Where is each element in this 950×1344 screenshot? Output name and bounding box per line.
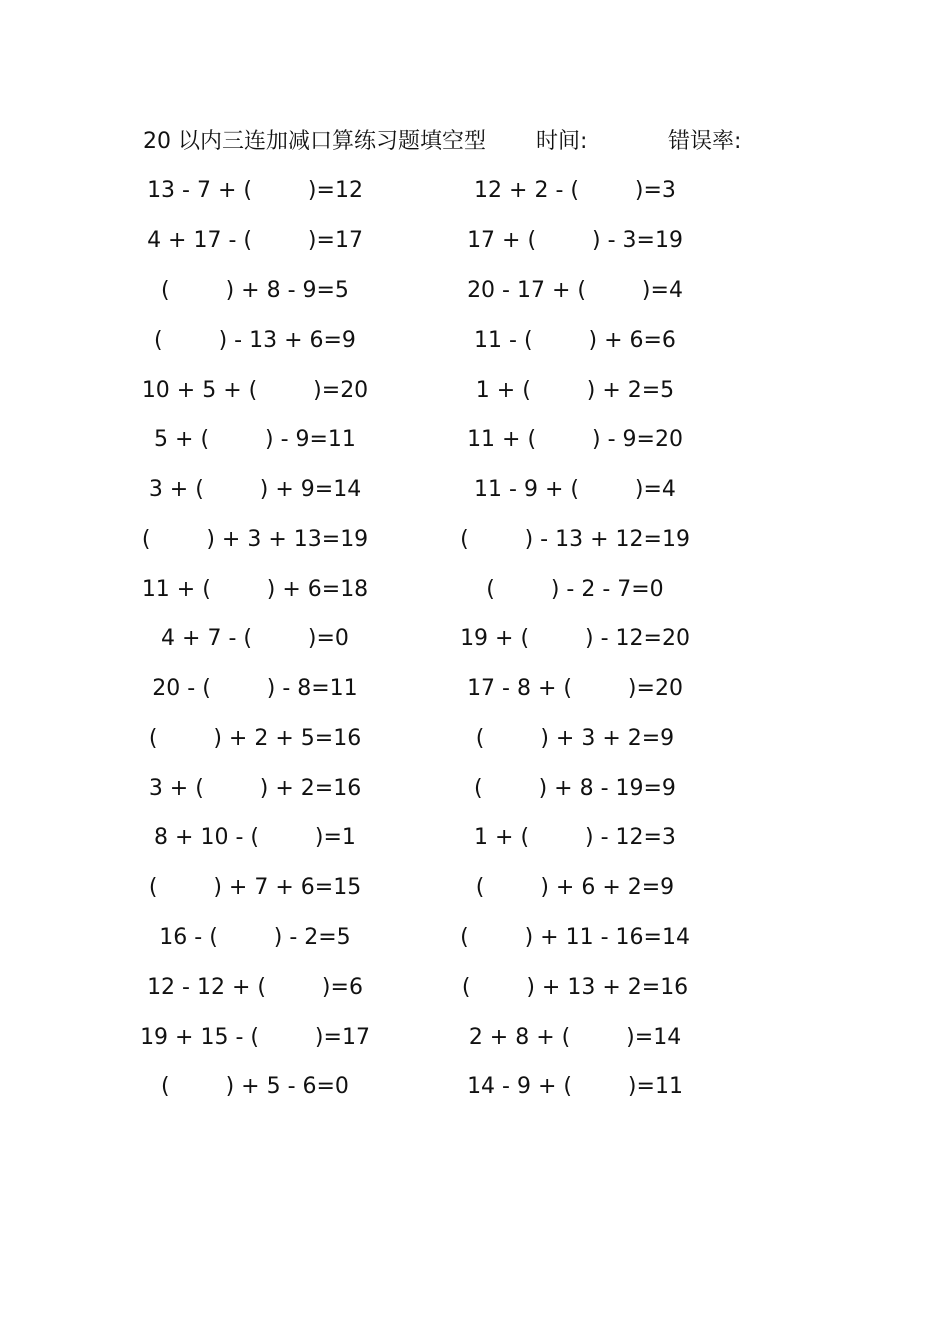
problem-left: 3 + ( ) + 2=16: [148, 776, 362, 801]
problem-row: [0, 1018, 950, 1058]
problem-row: [0, 669, 950, 709]
problem-right: 2 + 8 + ( )=14: [468, 1025, 682, 1050]
problem-row: [0, 420, 950, 460]
problem-left: 19 + 15 - ( )=17: [140, 1025, 370, 1050]
problem-right: 19 + ( ) - 12=20: [460, 626, 690, 651]
problem-row: [0, 470, 950, 510]
worksheet-header: [143, 124, 783, 160]
problem-row: [0, 868, 950, 908]
problem-right: ( ) + 8 - 19=9: [474, 776, 676, 801]
problem-row: [0, 769, 950, 809]
problem-left: 5 + ( ) - 9=11: [154, 427, 356, 452]
problem-left: 13 - 7 + ( )=12: [147, 178, 363, 203]
worksheet-title: 20 以内三连加减口算练习题填空型: [143, 129, 486, 154]
problem-left: ( ) + 3 + 13=19: [141, 527, 369, 552]
problem-row: [0, 171, 950, 211]
problem-right: 12 + 2 - ( )=3: [474, 178, 676, 203]
problem-right: 1 + ( ) - 12=3: [474, 825, 676, 850]
problem-row: [0, 520, 950, 560]
problem-right: 17 + ( ) - 3=19: [467, 228, 683, 253]
problem-left: 4 + 17 - ( )=17: [147, 228, 363, 253]
problem-left: 16 - ( ) - 2=5: [159, 925, 351, 950]
problem-row: [0, 619, 950, 659]
problem-left: 12 - 12 + ( )=6: [147, 975, 363, 1000]
problem-right: 11 - ( ) + 6=6: [474, 328, 676, 353]
problem-left: ( ) + 2 + 5=16: [148, 726, 362, 751]
problem-left: 11 + ( ) + 6=18: [141, 577, 369, 602]
problem-row: [0, 570, 950, 610]
error-rate-label: 错误率:: [668, 129, 742, 154]
problem-row: [0, 371, 950, 411]
problem-right: 20 - 17 + ( )=4: [467, 278, 683, 303]
problem-row: [0, 221, 950, 261]
problem-row: [0, 321, 950, 361]
problem-left: ( ) + 7 + 6=15: [148, 875, 362, 900]
problem-row: [0, 818, 950, 858]
problem-right: ( ) + 6 + 2=9: [475, 875, 675, 900]
time-label: 时间:: [536, 129, 588, 154]
problem-right: ( ) + 13 + 2=16: [461, 975, 689, 1000]
problem-row: [0, 1067, 950, 1107]
problem-right: 11 + ( ) - 9=20: [467, 427, 683, 452]
problem-row: [0, 271, 950, 311]
problem-left: 10 + 5 + ( )=20: [141, 378, 369, 403]
problem-row: [0, 968, 950, 1008]
problem-left: 20 - ( ) - 8=11: [152, 676, 358, 701]
problem-right: ( ) + 3 + 2=9: [475, 726, 675, 751]
problem-row: [0, 918, 950, 958]
problem-right: ( ) - 13 + 12=19: [460, 527, 690, 552]
problem-right: ( ) - 2 - 7=0: [486, 577, 664, 602]
problem-row: [0, 719, 950, 759]
problem-right: ( ) + 11 - 16=14: [460, 925, 690, 950]
problem-left: ( ) - 13 + 6=9: [154, 328, 356, 353]
problem-right: 11 - 9 + ( )=4: [474, 477, 676, 502]
problem-left: 4 + 7 - ( )=0: [161, 626, 349, 651]
problem-left: 3 + ( ) + 9=14: [148, 477, 362, 502]
problem-right: 17 - 8 + ( )=20: [467, 676, 683, 701]
problem-left: ( ) + 5 - 6=0: [161, 1074, 349, 1099]
problem-left: 8 + 10 - ( )=1: [154, 825, 356, 850]
problem-left: ( ) + 8 - 9=5: [161, 278, 349, 303]
problem-right: 1 + ( ) + 2=5: [475, 378, 675, 403]
problem-right: 14 - 9 + ( )=11: [467, 1074, 683, 1099]
